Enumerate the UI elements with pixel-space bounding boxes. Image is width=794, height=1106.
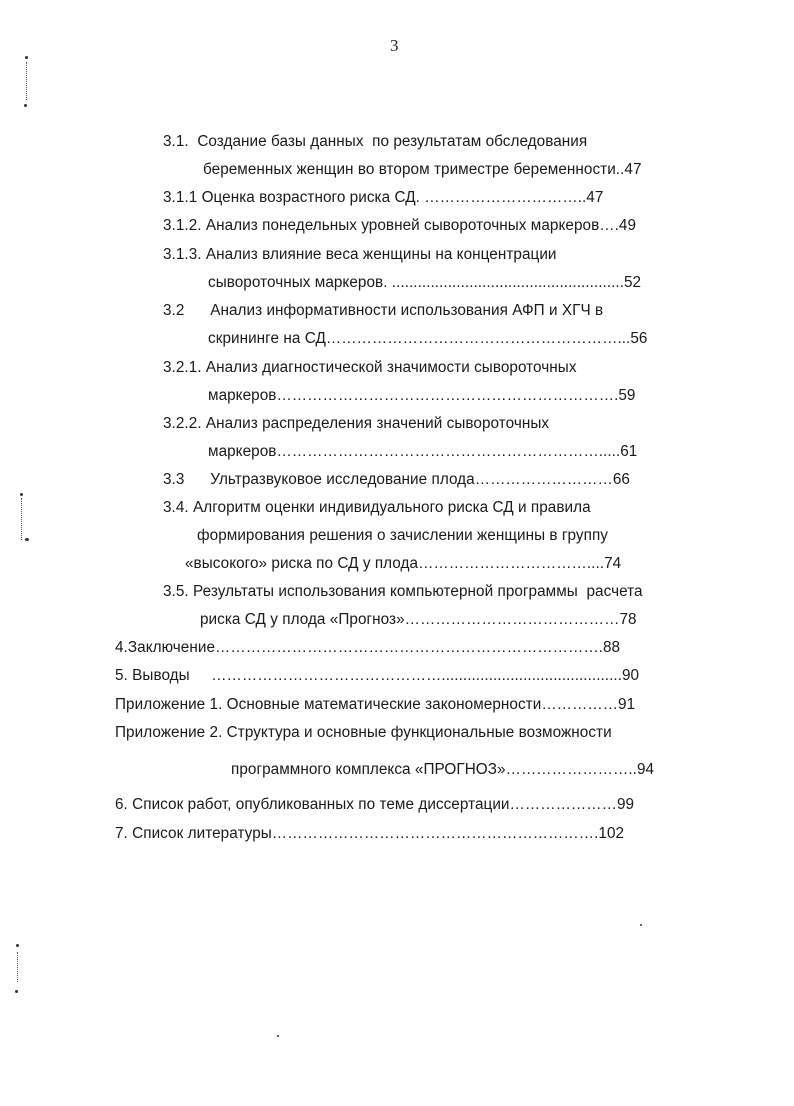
scan-speck: [20, 493, 23, 496]
toc-entry-3-4: 3.4. Алгоритм оценки индивидуального риска СД и правила: [163, 499, 591, 516]
toc-entry-3-2: 3.2 Анализ информативности использования АФП и ХГЧ в: [163, 302, 604, 319]
scan-speck: [15, 990, 18, 993]
scan-speck: [16, 944, 19, 947]
scan-speck: [640, 924, 642, 926]
scan-speck: [24, 104, 27, 107]
toc-entry-3-1-3-cont: сывороточных маркеров. ......................................................52: [208, 274, 642, 291]
toc-entry-3-1-3: 3.1.3. Анализ влияние веса женщины на концентрации: [163, 246, 557, 263]
toc-entry-3-2-2: 3.2.2. Анализ распределения значений сывороточных: [163, 415, 550, 432]
toc-entry-3-1-1: 3.1.1 Оценка возрастного риска СД. …………………………..47: [163, 189, 604, 206]
toc-entry-7: 7. Список литературы……………………………………………………….102: [115, 825, 625, 842]
scan-mark: [17, 952, 18, 982]
toc-entry-appendix-2-cont: программного комплекса «ПРОГНОЗ»……………………..94: [231, 761, 655, 778]
toc-entry-3-3: 3.3 Ультразвуковое исследование плода………………………66: [163, 471, 630, 488]
toc-entry-3-2-1: 3.2.1. Анализ диагностической значимости сывороточных: [163, 359, 577, 376]
scan-speck: [25, 56, 28, 59]
toc-entry-3-1-cont: беременных женщин во втором триместре беременности..47: [203, 161, 642, 178]
scan-speck: [277, 1035, 279, 1037]
scan-mark: [21, 498, 22, 540]
toc-entry-3-5: 3.5. Результаты использования компьютерной программы расчета: [163, 583, 643, 600]
scan-mark: [26, 62, 27, 100]
toc-entry-5: 5. Выводы ………………………………………..........................................90: [115, 667, 640, 684]
toc-entry-3-1: 3.1. Создание базы данных по результатам обследования: [163, 133, 588, 150]
page-number: 3: [390, 36, 399, 55]
toc-entry-3-5-cont: риска СД у плода «Прогноз»……………………………………78: [200, 611, 637, 628]
toc-entry-appendix-2: Приложение 2. Структура и основные функциональные возможности: [115, 724, 612, 741]
scan-speck: [25, 538, 29, 541]
toc-entry-3-2-2-cont: маркеров……………………………………………………….....61: [208, 443, 638, 460]
toc-entry-appendix-1: Приложение 1. Основные математические закономерности……………91: [115, 696, 636, 713]
toc-entry-4: 4.Заключение………………………………………………………………….88: [115, 639, 621, 656]
toc-entry-6: 6. Список работ, опубликованных по теме диссертации…………………99: [115, 796, 635, 813]
toc-entry-3-4-cont2: «высокого» риска по СД у плода……………………………....74: [185, 555, 622, 572]
toc-entry-3-1-2: 3.1.2. Анализ понедельных уровней сывороточных маркеров….49: [163, 217, 637, 234]
toc-entry-3-4-cont: формирования решения о зачислении женщины в группу: [197, 527, 608, 544]
toc-entry-3-2-cont: скрининге на СД…………………………………………………...56: [208, 330, 648, 347]
toc-entry-3-2-1-cont: маркеров………………………………………………………….59: [208, 387, 636, 404]
